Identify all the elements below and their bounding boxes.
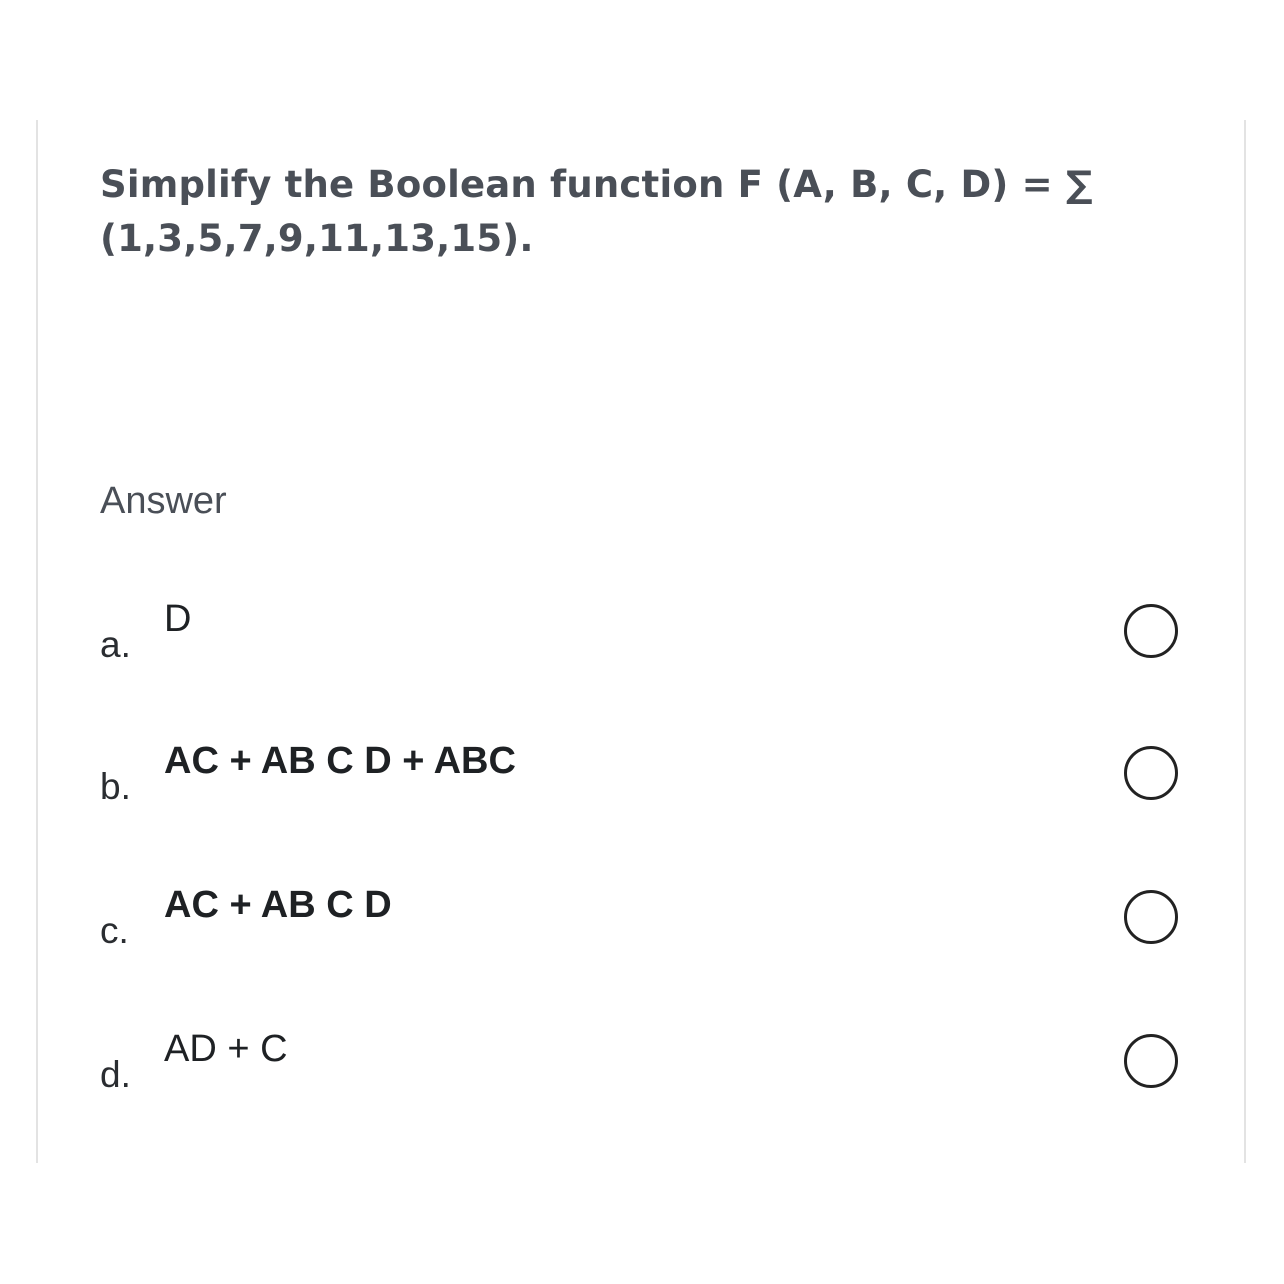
option-c[interactable] xyxy=(100,884,1190,964)
option-a-text: D xyxy=(164,598,192,640)
option-b[interactable] xyxy=(100,740,1190,820)
card-right-border xyxy=(1244,120,1246,1163)
option-c-text: AC + AB C D xyxy=(164,884,392,926)
option-a[interactable] xyxy=(100,598,1190,678)
option-d-text: AD + C xyxy=(164,1028,288,1070)
option-a-letter: a. xyxy=(100,624,131,665)
question-line-1: Simplify the Boolean function F (A, B, C, D) = ∑ xyxy=(100,163,1093,206)
card-left-border xyxy=(36,120,38,1163)
option-b-radio[interactable] xyxy=(1124,746,1178,800)
question-line-2: (1,3,5,7,9,11,13,15). xyxy=(100,217,534,260)
question-text xyxy=(100,158,1180,266)
option-d-letter: d. xyxy=(100,1054,131,1095)
option-d-radio[interactable] xyxy=(1124,1034,1178,1088)
option-c-letter: c. xyxy=(100,910,129,951)
option-c-radio[interactable] xyxy=(1124,890,1178,944)
option-d[interactable] xyxy=(100,1028,1190,1108)
option-a-radio[interactable] xyxy=(1124,604,1178,658)
option-b-text: AC + AB C D + ABC xyxy=(164,740,516,782)
answer-label: Answer xyxy=(100,480,227,522)
option-b-letter: b. xyxy=(100,766,131,807)
